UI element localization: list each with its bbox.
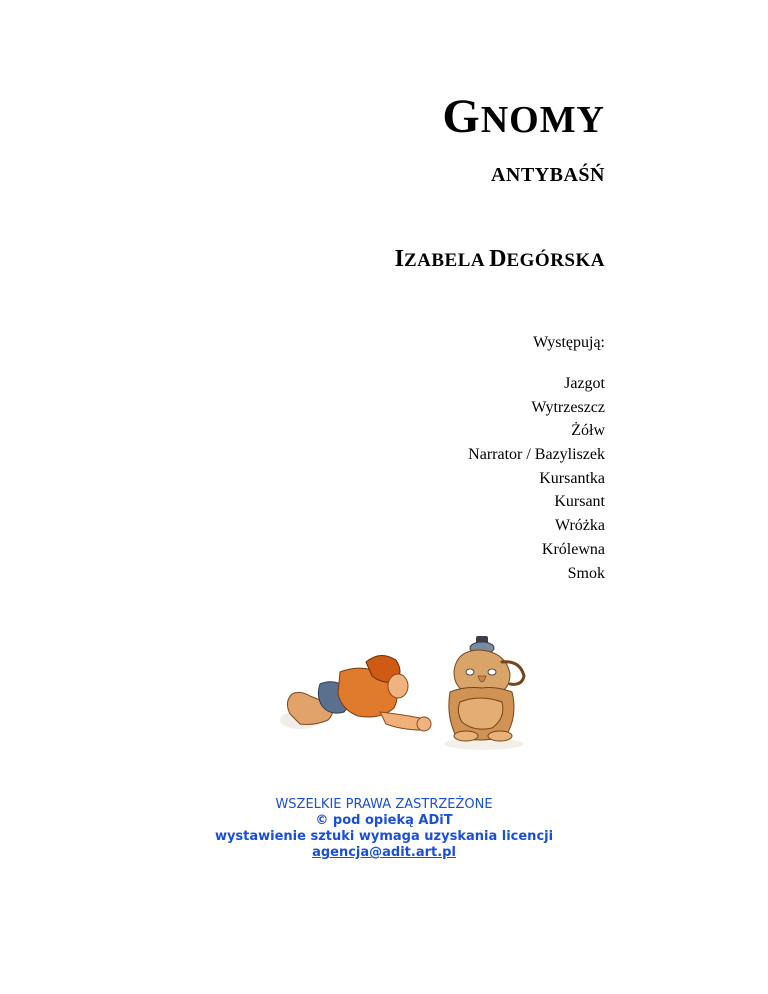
cast-member: Jazgot: [564, 375, 605, 392]
author-name: [395, 247, 605, 271]
author-first-rest: ZABELA: [403, 250, 486, 271]
author-first-initial: I: [394, 246, 404, 272]
play-title-rest: NOMY: [480, 99, 605, 141]
rights-reserved-text: WSZELKIE PRAWA ZASTRZEŻONE: [275, 797, 493, 812]
agency-care-text: © pod opieką ADiT: [315, 813, 453, 828]
cast-member: Wróżka: [555, 517, 605, 535]
cast-member: Narrator / Bazyliszek: [468, 446, 605, 464]
play-title-initial: G: [442, 90, 481, 143]
sitting-gnome-figure: [444, 636, 524, 750]
agency-email-link[interactable]: agencja@adit.art.pl: [312, 845, 456, 860]
cast-heading: Występują:: [533, 334, 605, 351]
author-last-initial: D: [489, 246, 507, 272]
cast-member: Wytrzeszcz: [531, 398, 605, 416]
cast-member: Kursantka: [539, 469, 605, 487]
gnomes-illustration: [270, 632, 540, 752]
cast-member: Kursant: [554, 493, 605, 511]
cast-member: Królewna: [541, 540, 605, 558]
rights-notice: [0, 797, 768, 861]
license-notice-text: wystawienie sztuki wymaga uzyskania licencji: [214, 829, 554, 844]
play-title: [442, 90, 605, 143]
play-subtitle: ANTYBAŚŃ: [490, 164, 605, 186]
author-last-rest: EGÓRSKA: [506, 250, 605, 271]
cast-member: Smok: [567, 564, 605, 582]
cast-list: [468, 372, 605, 585]
cast-member: Żółw: [571, 422, 605, 440]
running-gnome-figure: [280, 655, 431, 731]
